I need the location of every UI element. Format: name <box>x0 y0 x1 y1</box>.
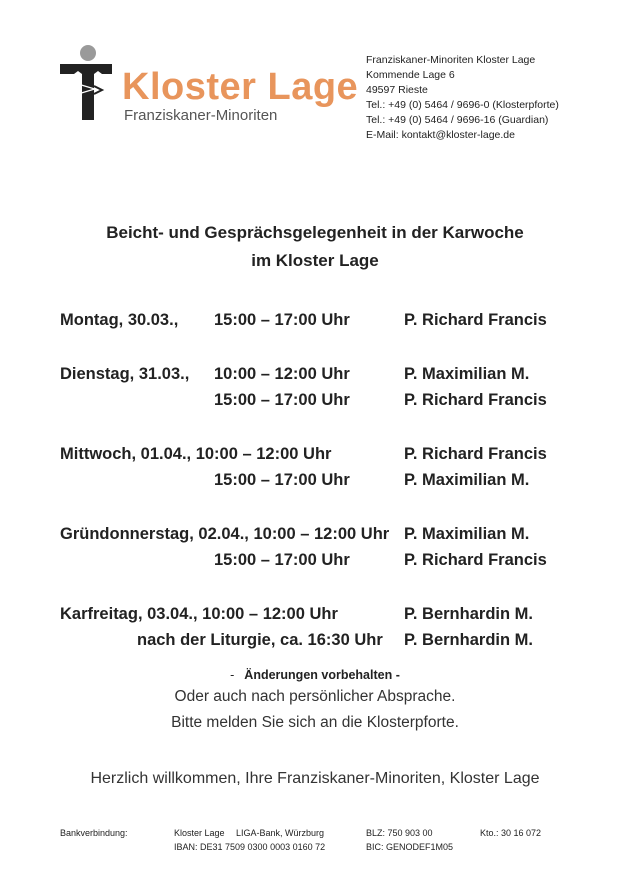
logo <box>58 44 359 124</box>
schedule-row <box>60 387 620 414</box>
priest-name: P. Maximilian M. <box>404 524 530 543</box>
bank-account-name: Kloster Lage <box>174 828 225 838</box>
time-slot: 15:00 – 17:00 Uhr <box>214 311 350 329</box>
time-slot: 10:00 – 12:00 Uhr <box>214 364 350 383</box>
priest-name: P. Richard Francis <box>404 444 547 463</box>
changes-dash: - <box>230 668 235 682</box>
priest-name: P. Richard Francis <box>404 551 547 569</box>
changes-text: Änderungen vorbehalten - <box>244 668 400 682</box>
time-slot: 15:00 – 17:00 Uhr <box>214 551 350 569</box>
bank-bic: BIC: GENODEF1M05 <box>366 842 454 852</box>
day-time-label: Karfreitag, 03.04., 10:00 – 12:00 Uhr <box>60 604 338 623</box>
priest-name: P. Richard Francis <box>404 391 547 409</box>
bank-kto: Kto.: 30 16 072 <box>480 828 542 838</box>
welcome-line: Herzlich willkommen, Ihre Franziskaner-Minoriten, Kloster Lage <box>90 770 540 787</box>
notes <box>0 666 630 736</box>
priest-name: P. Richard Francis <box>404 311 547 329</box>
schedule-row <box>60 627 620 654</box>
bank-footer <box>60 826 620 854</box>
day-time-label: Gründonnerstag, 02.04., 10:00 – 12:00 Uhr <box>60 524 390 543</box>
address-block <box>366 53 616 143</box>
schedule-row <box>60 521 620 548</box>
logo-subtitle: Franziskaner-Minoriten <box>124 107 278 124</box>
address-line-phone-gate: Tel.: +49 (0) 5464 / 9696-0 (Klosterpforte) <box>366 99 559 111</box>
schedule <box>60 307 620 654</box>
schedule-row <box>60 547 620 574</box>
address-line-name: Franziskaner-Minoriten Kloster Lage <box>366 54 536 66</box>
address-line-city: 49597 Rieste <box>366 84 428 96</box>
schedule-row <box>60 601 620 628</box>
schedule-row <box>60 307 620 334</box>
page-title <box>0 219 630 275</box>
time-slot: 15:00 – 17:00 Uhr <box>214 471 350 489</box>
bank-blz: BLZ: 750 903 00 <box>366 828 433 838</box>
address-line-street: Kommende Lage 6 <box>366 69 455 81</box>
bank-label: Bankverbindung: <box>60 828 128 838</box>
address-line-email: E-Mail: kontakt@kloster-lage.de <box>366 129 515 141</box>
day-time-label: Mittwoch, 01.04., 10:00 – 12:00 Uhr <box>60 444 332 463</box>
priest-name: P. Maximilian M. <box>404 471 530 489</box>
day-label: Montag, 30.03., <box>60 311 179 329</box>
tau-cross-figure-icon <box>58 44 114 122</box>
changes-note <box>0 666 630 684</box>
time-slot: 15:00 – 17:00 Uhr <box>214 391 350 409</box>
priest-name: P. Bernhardin M. <box>404 631 533 649</box>
bank-iban: IBAN: DE31 7509 0300 0003 0160 72 <box>174 842 326 852</box>
time-slot: nach der Liturgie, ca. 16:30 Uhr <box>137 631 383 649</box>
schedule-row <box>60 361 620 388</box>
logo-title: Kloster Lage <box>122 66 359 108</box>
schedule-row <box>60 441 620 468</box>
title-line-1: Beicht- und Gesprächsgelegenheit in der Karwoche <box>106 223 524 242</box>
day-label: Dienstag, 31.03., <box>60 364 190 383</box>
address-line-phone-guardian: Tel.: +49 (0) 5464 / 9696-16 (Guardian) <box>366 114 549 126</box>
priest-name: P. Maximilian M. <box>404 364 530 383</box>
priest-name: P. Bernhardin M. <box>404 604 533 623</box>
bank-name: LIGA-Bank, Würzburg <box>236 828 325 838</box>
note-line-2: Bitte melden Sie sich an die Klosterpforte. <box>171 714 459 731</box>
note-line-1: Oder auch nach persönlicher Absprache. <box>174 688 456 705</box>
schedule-row <box>60 467 620 494</box>
title-line-2: im Kloster Lage <box>251 251 379 270</box>
